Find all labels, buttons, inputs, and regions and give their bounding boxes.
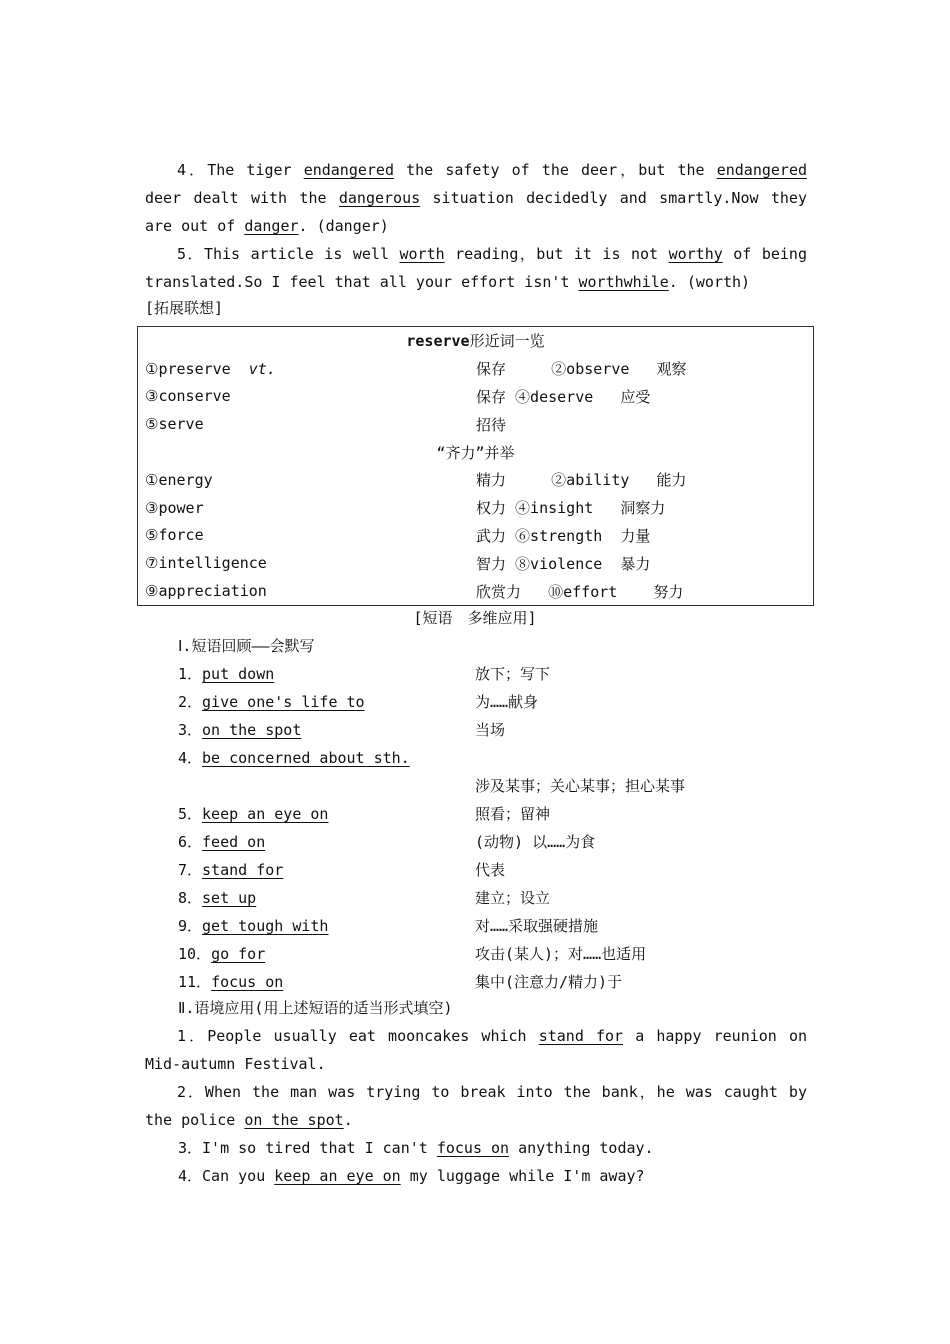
table-header-row: “齐力”并举 [436,443,515,462]
example-item-5: 5．This article is well worth reading，but it is not worthy of being translated.So I feel that all your effort isn't worthwhile. (worth) [145,245,807,291]
phrase-meaning: 集中(注意力/精力)于 [475,973,623,991]
phrase-meaning: 对……采取强硬措施 [475,917,599,935]
context-item: 2．When the man was trying to break into the bank，he was caught by the police on the spot. [145,1083,807,1129]
phrase-item: 7．stand for [178,861,284,879]
part1-title: Ⅰ.短语回顾——会默写 [178,637,315,655]
phrase-meaning: 建立；设立 [475,889,551,907]
phrase-item: 2．give one's life to [178,693,365,711]
header-keyword: reserve [406,332,470,351]
phrase-item: 6．feed on [178,833,266,851]
extension-label: [拓展联想] [145,299,224,317]
phrases-section-title: [短语 多维应用] [413,609,537,627]
phrase-meaning: 攻击(某人)；对……也适用 [475,945,647,963]
phrase-meaning: 为……献身 [475,693,539,711]
phrase-item: 1．put down [178,665,275,683]
table-row: ⑤force 武力 ⑥strength 力量 [145,526,651,545]
phrase-meaning: 照看；留神 [475,805,551,823]
answer-blank: stand for [538,1027,624,1045]
vocabulary-table [137,326,814,606]
answer-blank: worthy [668,245,723,263]
example-item-4: 4．The tiger endangered the safety of the deer，but the endangered deer dealt with the dangerous situation decidedly and smartly.Now they are out of danger. (danger) [145,161,808,235]
answer-blank: danger [244,217,299,235]
phrase-meaning: 放下；写下 [475,665,551,683]
phrase-item: 8．set up [178,889,257,907]
answer-blank: endangered [303,161,394,179]
header-text: 形近词一览 [469,332,545,351]
phrase-item: 5．keep an eye on [178,805,329,823]
table-row: ③conserve 保存 ④deserve 应受 [145,387,651,406]
part-of-speech: vt. [248,359,276,378]
context-item: 3．I'm so tired that I can't focus on anything today. [178,1139,654,1157]
phrase-item: 10．go for [178,945,266,963]
answer-blank: worthwhile [578,273,669,291]
table-row: ⑦intelligence 智力 ⑧violence 暴力 [145,554,651,573]
phrase-item: 9．get tough with [178,917,329,935]
table-row: ①preserve vt. 保存 ②observe 观察 [145,359,687,379]
phrase-meaning: 当场 [475,721,506,739]
answer-blank: on the spot [244,1111,344,1129]
table-row: ⑨appreciation 欣赏力 ⑩effort 努力 [145,582,684,601]
answer-blank: keep an eye on [274,1167,401,1185]
answer-blank: worth [399,245,445,263]
answer-blank: endangered [716,161,808,179]
phrase-meaning: (动物) 以……为食 [475,833,596,851]
table-header-row [138,327,814,355]
table-row: ①energy 精力 ②ability 能力 [145,470,687,490]
phrase-meaning: 涉及某事；关心某事；担心某事 [475,777,686,795]
answer-blank: focus on [436,1139,510,1157]
context-item: 1．People usually eat mooncakes which stand for a happy reunion on Mid-autumn Festival. [145,1027,808,1073]
phrase-meaning: 代表 [475,861,506,879]
phrase-item: 4．be concerned about sth. [178,749,410,767]
part2-title: Ⅱ.语境应用(用上述短语的适当形式填空) [178,999,453,1017]
answer-blank: dangerous [338,189,421,207]
context-item: 4．Can you keep an eye on my luggage while I'm away? [178,1167,645,1185]
phrase-item: 3．on the spot [178,721,302,739]
table-row: ③power 权力 ④insight 洞察力 [145,498,666,518]
table-row: ⑤serve 招待 [145,415,507,434]
phrase-item: 11．focus on [178,973,284,991]
